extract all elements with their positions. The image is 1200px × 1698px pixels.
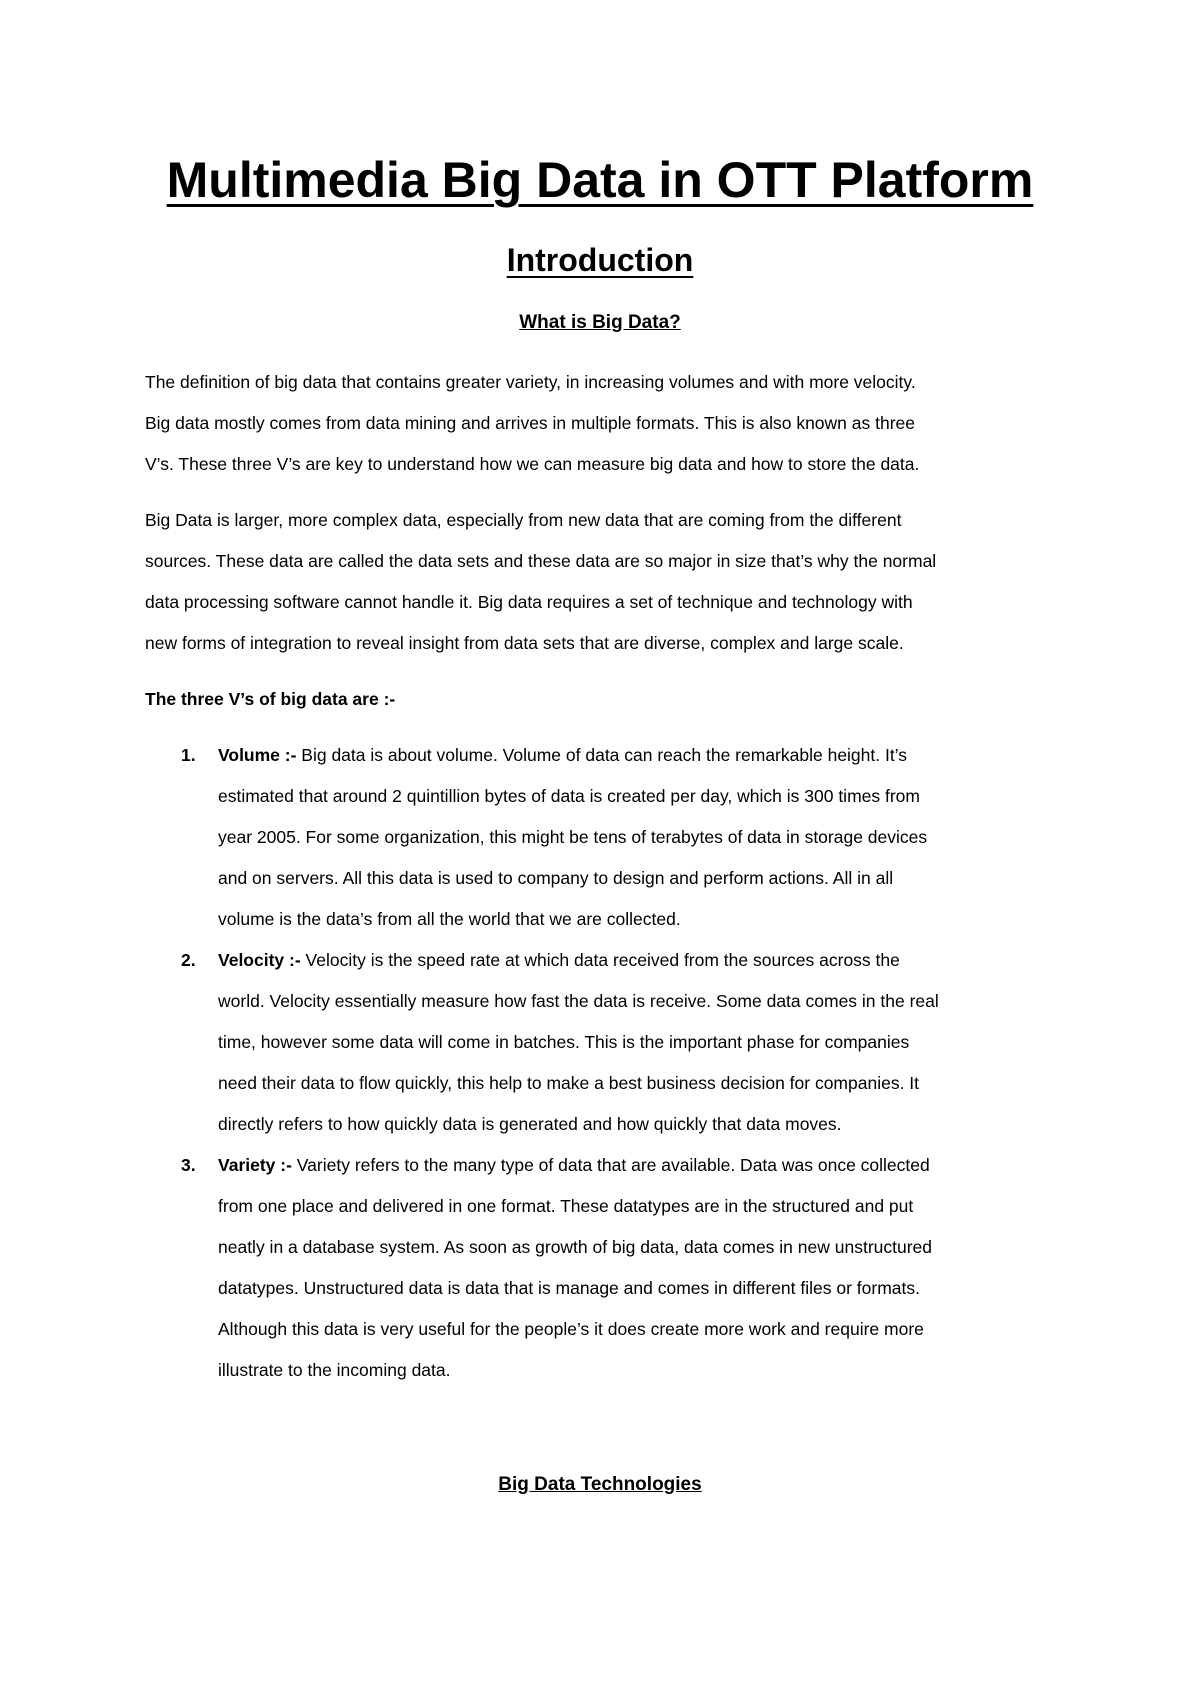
list-text: Variety refers to the many type of data that are available. Data was once collected <box>291 1155 930 1175</box>
list-line: Although this data is very useful for the people’s it does create more work and require more <box>218 1319 924 1339</box>
paragraph-line: The definition of big data that contains greater variety, in increasing volumes and with more velocity. <box>145 372 916 392</box>
list-heading-three-vs: The three V’s of big data are :- <box>145 689 396 709</box>
list-line: datatypes. Unstructured data is data that is manage and comes in different files or formats. <box>218 1278 920 1298</box>
list-text: Velocity is the speed rate at which data received from the sources across the <box>300 950 900 970</box>
three-vs-list <box>145 735 1075 1391</box>
list-line: volume is the data’s from all the world that we are collected. <box>218 909 681 929</box>
document-title: Multimedia Big Data in OTT Platform <box>166 152 1034 208</box>
paragraph-line: data processing software cannot handle it. Big data requires a set of technique and technology with <box>145 592 913 612</box>
list-item-volume <box>145 735 1075 940</box>
list-item-velocity <box>145 940 1075 1145</box>
list-number: 3. <box>181 1155 196 1175</box>
section-heading-introduction: Introduction <box>506 242 694 278</box>
list-item-variety <box>145 1145 1075 1391</box>
list-term: Variety :- <box>218 1155 292 1175</box>
list-line <box>218 940 1075 981</box>
list-term: Velocity :- <box>218 950 301 970</box>
paragraph-line: V’s. These three V’s are key to understand how we can measure big data and how to store the data. <box>145 454 920 474</box>
paragraph-line: Big Data is larger, more complex data, especially from new data that are coming from the different <box>145 510 902 530</box>
paragraph-line: Big data mostly comes from data mining and arrives in multiple formats. This is also known as three <box>145 413 915 433</box>
list-line: need their data to flow quickly, this help to make a best business decision for companies. It <box>218 1073 920 1093</box>
list-line: and on servers. All this data is used to company to design and perform actions. All in all <box>218 868 894 888</box>
list-text: Big data is about volume. Volume of data can reach the remarkable height. It’s <box>296 745 908 765</box>
list-line: estimated that around 2 quintillion bytes of data is created per day, which is 300 times from <box>218 786 920 806</box>
paragraph-line: sources. These data are called the data sets and these data are so major in size that’s why the normal <box>145 551 937 571</box>
paragraph-definition <box>145 362 1075 485</box>
sub-heading-what-is-big-data: What is Big Data? <box>519 312 681 333</box>
list-line: year 2005. For some organization, this might be tens of terabytes of data in storage devices <box>218 827 928 847</box>
list-line: world. Velocity essentially measure how fast the data is receive. Some data comes in the real <box>218 991 939 1011</box>
paragraph-big-data-larger <box>145 500 1075 664</box>
heading-big-data-technologies: Big Data Technologies <box>498 1474 702 1495</box>
list-line: time, however some data will come in batches. This is the important phase for companies <box>218 1032 910 1052</box>
list-number: 1. <box>181 745 196 765</box>
list-line: directly refers to how quickly data is generated and how quickly that data moves. <box>218 1114 842 1134</box>
list-line: neatly in a database system. As soon as growth of big data, data comes in new unstructured <box>218 1237 933 1257</box>
paragraph-line: new forms of integration to reveal insight from data sets that are diverse, complex and large scale. <box>145 633 904 653</box>
list-line <box>218 1145 1075 1186</box>
list-line: illustrate to the incoming data. <box>218 1360 451 1380</box>
list-line: from one place and delivered in one format. These datatypes are in the structured and put <box>218 1196 914 1216</box>
list-line <box>218 735 1075 776</box>
list-term: Volume :- <box>218 745 297 765</box>
list-number: 2. <box>181 950 196 970</box>
